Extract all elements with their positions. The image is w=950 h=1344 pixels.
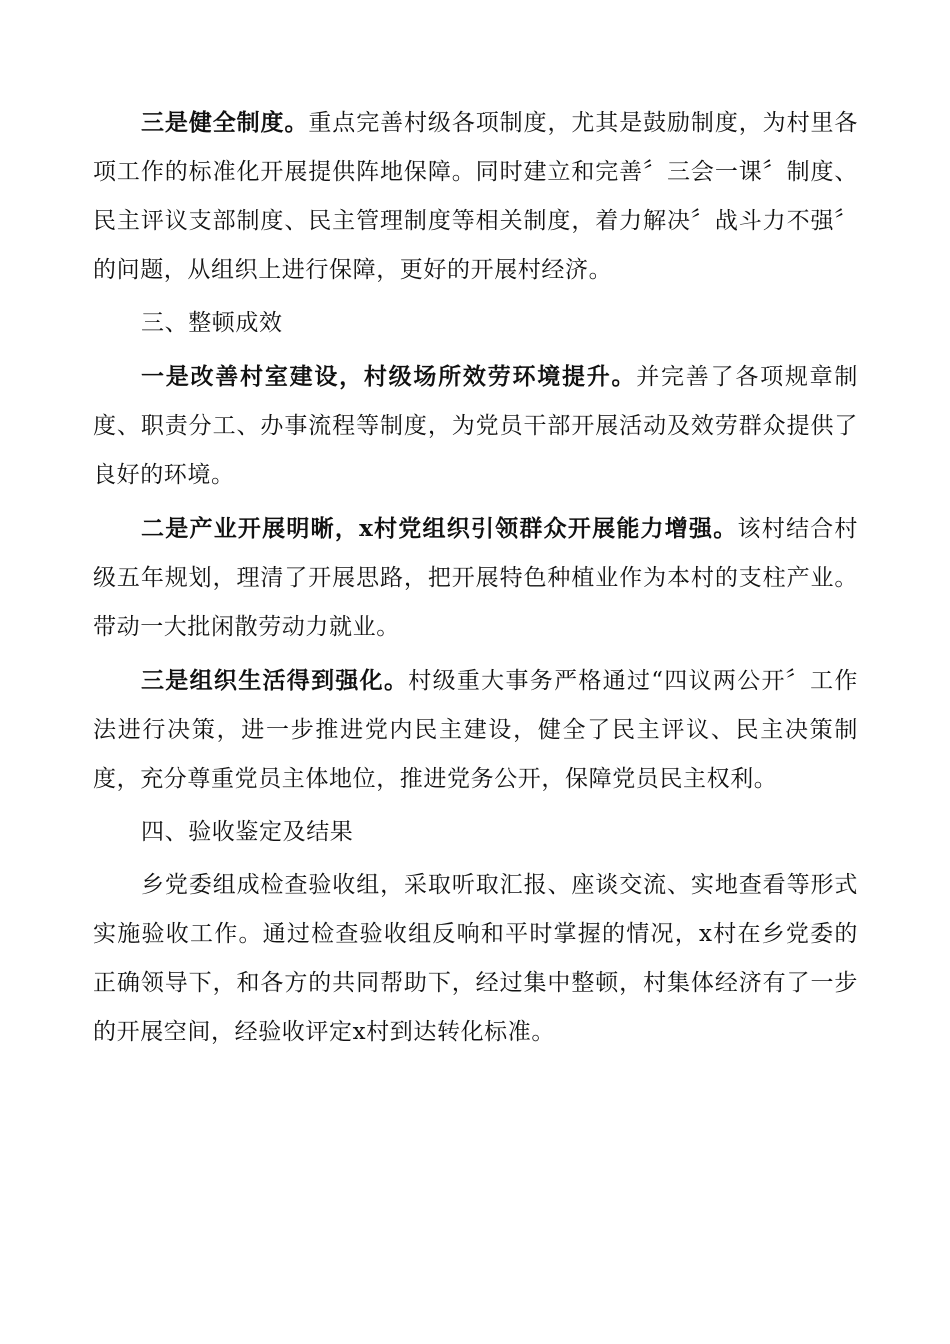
paragraph-lead: 三是组织生活得到强化。 <box>141 667 409 694</box>
paragraph-body: 重点完善村级各项制度，尤其是鼓励制度，为村里各项工作的标准化开展提供阵地保障。同时建立和完善〞三会一课〞制度、民主评议支部制度、民主管理制度等相关制度，着力解决〞战斗力不强〞的问题，从组织上进行保障，更好的开展村经济。 <box>93 110 858 283</box>
section-heading-acceptance-results: 四、验收鉴定及结果 <box>141 819 354 845</box>
section-heading-rectification-results: 三、整顿成效 <box>141 310 283 336</box>
paragraph-village-facilities <box>93 352 858 500</box>
paragraph-acceptance-inspection <box>93 861 858 1057</box>
paragraph-industry-development <box>93 504 858 652</box>
paragraph-body: 并完善了各项规章制度、职责分工、办事流程等制度，为党员干部开展活动及效劳群众提供了良好的环境。 <box>93 364 858 488</box>
document-page <box>93 98 858 1057</box>
paragraph-body: 村级重大事务严格通过“四议两公开〞工作法进行决策，进一步推进党内民主建设，健全了民主评议、民主决策制度，充分尊重党员主体地位，推进党务公开，保障党员民主权利。 <box>93 668 858 792</box>
paragraph-body: 该村结合村级五年规划，理清了开展思路，把开展特色种植业作为本村的支柱产业。带动一大批闲散劳动力就业。 <box>93 516 859 640</box>
paragraph-lead: 三是健全制度。 <box>141 109 309 136</box>
paragraph-lead: 二是产业开展明晰，x村党组织引领群众开展能力增强。 <box>141 515 738 542</box>
paragraph-improve-systems <box>93 98 858 295</box>
paragraph-organizational-life <box>93 656 858 804</box>
paragraph-body: 乡党委组成检查验收组，采取听取汇报、座谈交流、实地查看等形式实施验收工作。通过检查验收组反响和平时掌握的情况，x村在乡党委的正确领导下，和各方的共同帮助下，经过集中整顿，村集体经济有了一步的开展空间，经验收评定x村到达转化标准。 <box>93 872 858 1045</box>
paragraph-lead: 一是改善村室建设，村级场所效劳环境提升。 <box>141 363 637 390</box>
